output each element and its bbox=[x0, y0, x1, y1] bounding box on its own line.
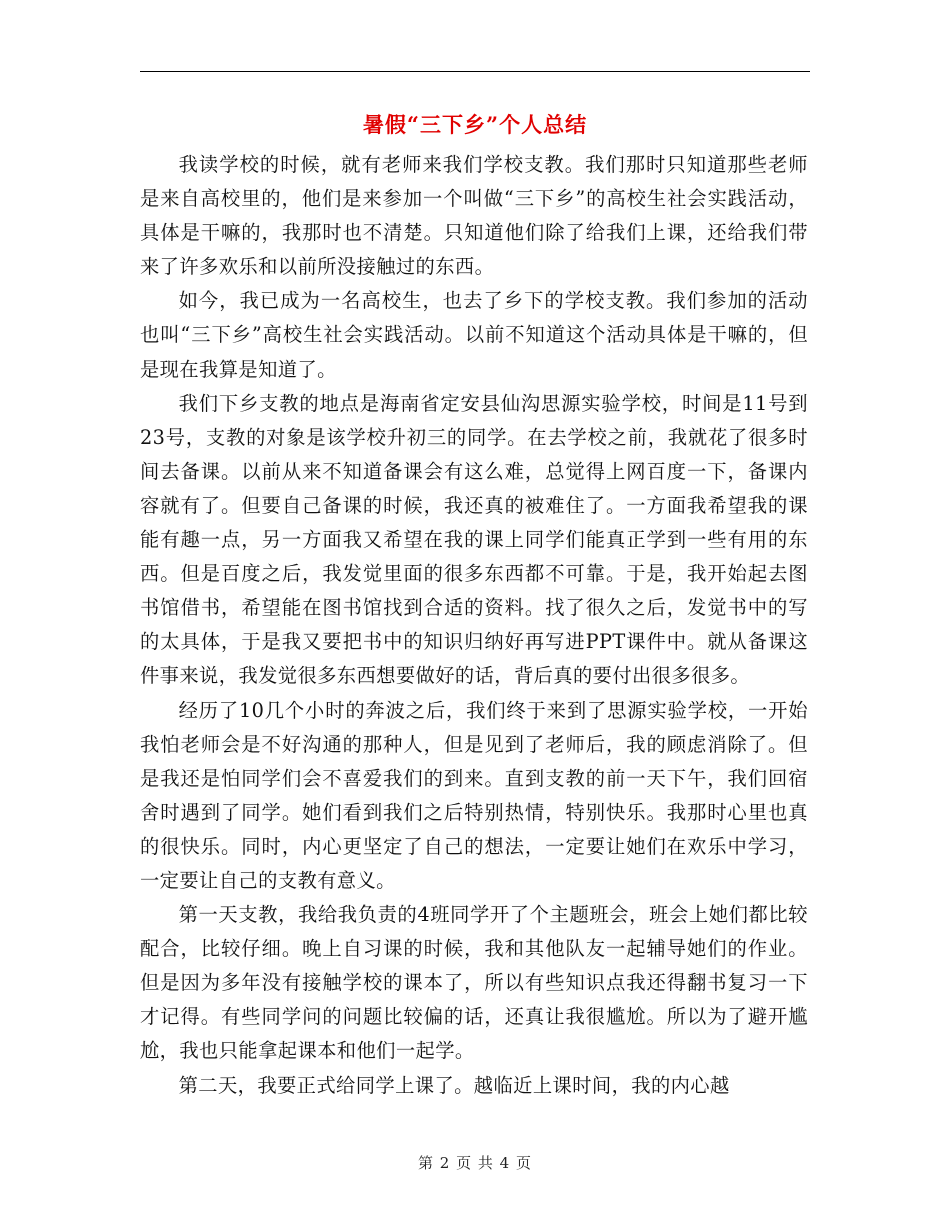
paragraph: 第二天，我要正式给同学上课了。越临近上课时间，我的内心越 bbox=[178, 1073, 730, 1097]
document-body bbox=[140, 148, 808, 1103]
paragraph: 经历了10几个小时的奔波之后，我们终于来到了思源实验学校，一开始我怕老师会是不好沟通的那种人，但是见到了老师后，我的顾虑消除了。但是我还是怕同学们会不喜爱我们的到来。直到支教的前一天下午，我们回宿舍时遇到了同学。她们看到我们之后特别热情，特别快乐。我那时心里也真的很快乐。同时，内心更坚定了自己的想法，一定要让她们在欢乐中学习，一定要让自己的支教有意义。 bbox=[140, 698, 808, 892]
page-footer: 第 2 页 共 4 页 bbox=[418, 1154, 532, 1172]
document-title: 暑假“三下乡”个人总结 bbox=[362, 112, 588, 137]
paragraph: 如今，我已成为一名高校生，也去了乡下的学校支教。我们参加的活动也叫“三下乡”高校生社会实践活动。以前不知道这个活动具体是干嘛的，但是现在我算是知道了。 bbox=[140, 289, 808, 381]
paragraph: 我们下乡支教的地点是海南省定安县仙沟思源实验学校，时间是11号到23号，支教的对象是该学校升初三的同学。在去学校之前，我就花了很多时间去备课。以前从来不知道备课会有这么难，总觉得上网百度一下，备课内容就有了。但要自己备课的时候，我还真的被难住了。一方面我希望我的课能有趣一点，另一方面我又希望在我的课上同学们能真正学到一些有用的东西。但是百度之后，我发觉里面的很多东西都不可靠。于是，我开始起去图书馆借书，希望能在图书馆找到合适的资料。找了很久之后，发觉书中的写的太具体，于是我又要把书中的知识归纳好再写进PPT课件中。就从备课这件事来说，我发觉很多东西想要做好的话，背后真的要付出很多很多。 bbox=[140, 391, 808, 688]
header-rule bbox=[140, 71, 810, 72]
paragraph: 第一天支教，我给我负责的4班同学开了个主题班会，班会上她们都比较配合，比较仔细。晚上自习课的时候，我和其他队友一起辅导她们的作业。但是因为多年没有接触学校的课本了，所以有些知识点我还得翻书复习一下才记得。有些同学问的问题比较偏的话，还真让我很尴尬。所以为了避开尴尬，我也只能拿起课本和他们一起学。 bbox=[140, 903, 808, 1063]
paragraph: 我读学校的时候，就有老师来我们学校支教。我们那时只知道那些老师是来自高校里的，他们是来参加一个叫做“三下乡”的高校生社会实践活动，具体是干嘛的，我那时也不清楚。只知道他们除了给我们上课，还给我们带来了许多欢乐和以前所没接触过的东西。 bbox=[140, 153, 808, 279]
